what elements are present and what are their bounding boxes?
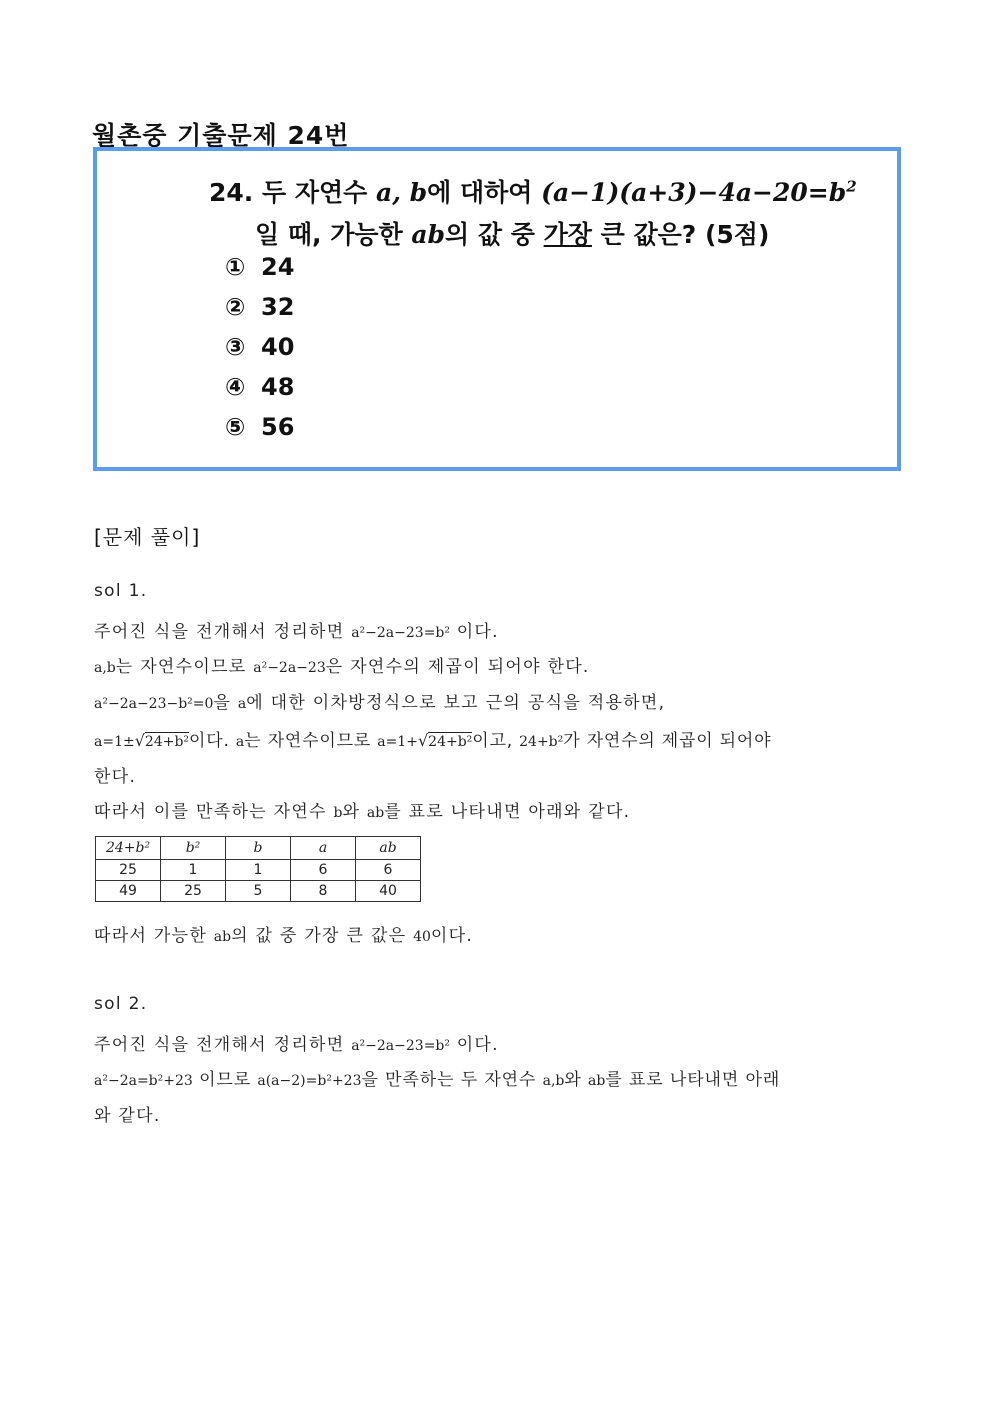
table-cell: 49 — [96, 881, 161, 902]
math: b — [333, 805, 343, 821]
table-cell: 8 — [291, 881, 356, 902]
sol1-line-1 — [94, 617, 499, 642]
choice-value: 48 — [261, 373, 295, 401]
math: a²−2a−23=b² — [351, 1038, 450, 1054]
text: 따라서 가능한 — [94, 926, 214, 946]
question-underlined: 가장 — [543, 220, 592, 249]
math: ab — [588, 1073, 606, 1089]
table-header: b — [226, 837, 291, 860]
question-text: 일 때, 가능한 — [255, 220, 412, 249]
question-line-2 — [255, 215, 769, 251]
math: a — [237, 696, 247, 712]
choice-value: 32 — [261, 293, 295, 321]
question-var: ab — [411, 220, 446, 249]
table-cell: 6 — [291, 860, 356, 881]
math: a=1± — [94, 734, 135, 750]
question-equation: (a−1)(a+3)−4a−20=b — [541, 178, 847, 207]
math: ab — [213, 929, 232, 945]
choice-4 — [225, 373, 294, 401]
math: a²−2a−23=b² — [351, 625, 450, 641]
question-text: 의 값 중 — [445, 220, 544, 249]
text: 를 표로 나타내면 아래와 같다. — [384, 802, 631, 822]
text: 와 — [342, 802, 367, 822]
solution-table — [95, 836, 421, 902]
math: a — [235, 734, 245, 750]
question-text: 24. 두 자연수 — [209, 178, 376, 207]
table-cell: 40 — [356, 881, 421, 902]
problem-box — [93, 147, 901, 471]
choice-number: ② — [225, 293, 246, 321]
text: 을 만족하는 두 자연수 — [361, 1070, 543, 1090]
text: 이다. — [450, 622, 499, 642]
text: 의 값 중 가장 큰 값은 — [231, 926, 414, 946]
sol1-line-3 — [94, 688, 665, 713]
table-cell: 25 — [161, 881, 226, 902]
text: 주어진 식을 전개해서 정리하면 — [94, 622, 352, 642]
table-row — [96, 860, 421, 881]
math: 24+b² — [519, 734, 564, 750]
text: 와 — [564, 1070, 589, 1090]
text: 을 — [213, 693, 238, 713]
choice-value: 56 — [261, 413, 295, 441]
choice-number: ③ — [225, 333, 246, 361]
math: a(a−2)=b²+23 — [257, 1073, 362, 1089]
math: a²−2a−23−b²=0 — [94, 696, 214, 712]
question-text: 에 대하여 — [427, 178, 542, 207]
text: 주어진 식을 전개해서 정리하면 — [94, 1035, 352, 1055]
choice-value: 24 — [261, 253, 295, 281]
table-cell: 25 — [96, 860, 161, 881]
solution-heading: [문제 풀이] — [94, 525, 201, 549]
math: a²−2a=b²+23 — [94, 1073, 193, 1089]
sol1-line-2 — [94, 652, 590, 677]
text: 가 자연수의 제곱이 되어야 — [563, 731, 772, 751]
table-header: b² — [161, 837, 226, 860]
text: 이다. — [430, 926, 474, 946]
choice-number: ④ — [225, 373, 246, 401]
sol1-line-7 — [94, 921, 473, 946]
text: 이므로 — [192, 1070, 258, 1090]
sol2-line-3: 와 같다. — [94, 1106, 161, 1126]
page-title: 월촌중 기출문제 24번 — [92, 121, 350, 150]
math-radicand: 24+b² — [144, 734, 190, 750]
text: 를 표로 나타내면 아래 — [605, 1070, 781, 1090]
text: 는 자연수이므로 — [244, 731, 378, 751]
math: a²−2a−23 — [253, 660, 326, 676]
question-exponent: 2 — [846, 177, 857, 196]
sol2-line-2 — [94, 1065, 780, 1090]
choice-3 — [225, 333, 294, 361]
sol1-line-6 — [94, 797, 630, 822]
table-header-row — [96, 837, 421, 860]
choice-5 — [225, 413, 294, 441]
text: 이다. — [189, 731, 236, 751]
choice-number: ⑤ — [225, 413, 246, 441]
question-vars: a, b — [376, 178, 428, 207]
text: 이다. — [450, 1035, 499, 1055]
sol1-line-5: 한다. — [94, 767, 137, 787]
math: a,b — [542, 1073, 565, 1089]
table-cell: 5 — [226, 881, 291, 902]
table-cell: 6 — [356, 860, 421, 881]
math: a,b — [94, 660, 116, 676]
table-cell: 1 — [161, 860, 226, 881]
table-header: a — [291, 837, 356, 860]
text: 는 자연수이므로 — [115, 657, 254, 677]
question-line-1 — [209, 173, 857, 209]
math: a=1+ — [377, 734, 418, 750]
sol2-line-1 — [94, 1030, 499, 1055]
table-header: 24+b² — [96, 837, 161, 860]
sol1-label: sol 1. — [94, 581, 148, 601]
question-text: 큰 값은? (5점) — [591, 220, 770, 249]
choice-value: 40 — [261, 333, 295, 361]
text: 따라서 이를 만족하는 자연수 — [94, 802, 334, 822]
choice-number: ① — [225, 253, 246, 281]
text: 에 대한 이차방정식으로 보고 근의 공식을 적용하면, — [246, 693, 666, 713]
table-row — [96, 881, 421, 902]
math: 40 — [413, 929, 431, 945]
sol2-label: sol 2. — [94, 994, 148, 1014]
math: ab — [366, 805, 385, 821]
choice-2 — [225, 293, 294, 321]
table-header: ab — [356, 837, 421, 860]
text: 은 자연수의 제곱이 되어야 한다. — [325, 657, 590, 677]
sol1-line-4: a=1±√24+b²이다. a는 자연수이므로 a=1+√24+b²이고, 24+b²가 자연수의 제곱이 되어야 — [94, 731, 772, 751]
choice-1 — [225, 253, 294, 281]
text: 이고, — [472, 731, 520, 751]
math-radicand: 24+b² — [428, 734, 473, 750]
table-cell: 1 — [226, 860, 291, 881]
